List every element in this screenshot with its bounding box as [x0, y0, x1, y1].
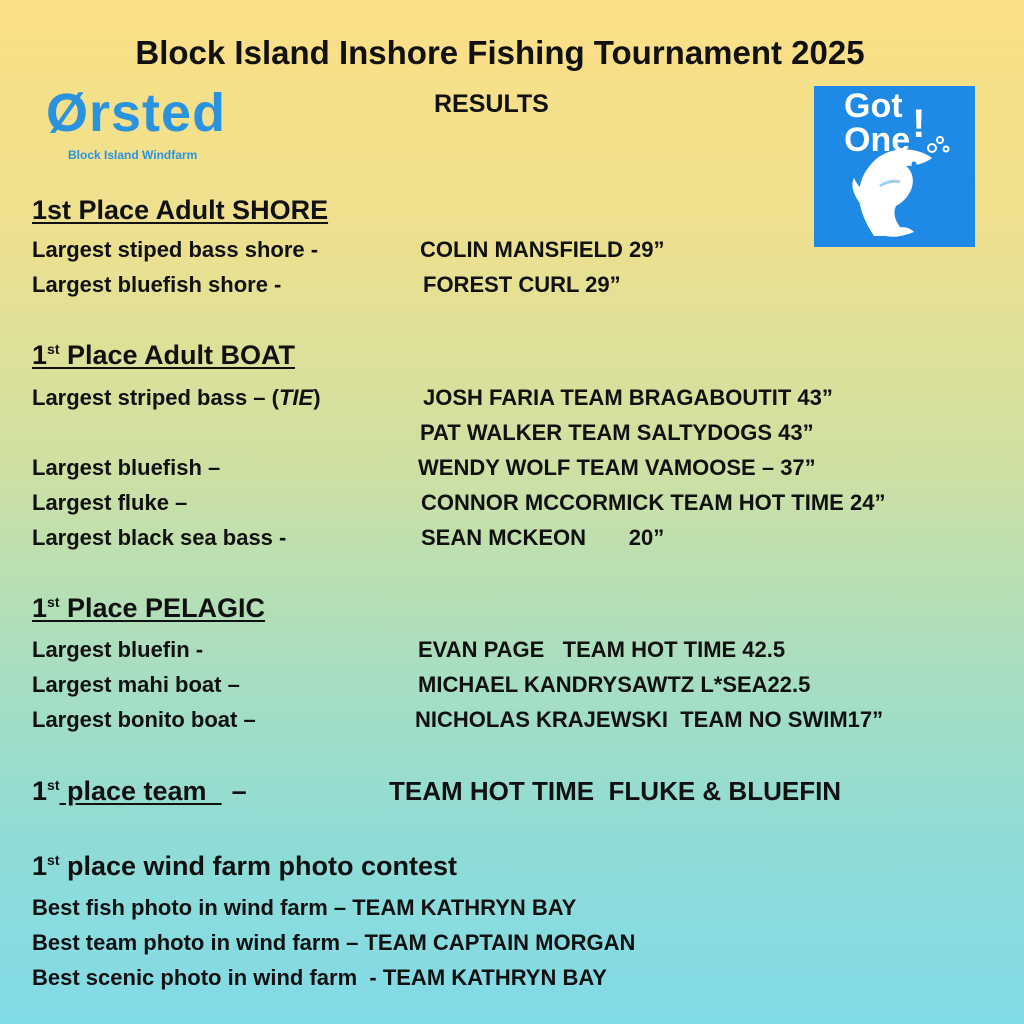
shore-row-1-value: COLIN MANSFIELD 29”	[420, 237, 665, 262]
pelagic-heading-text: Place PELAGIC	[59, 593, 266, 623]
boat-row-3-value: SEAN MCKEON 20”	[421, 525, 665, 550]
page-title: Block Island Inshore Fishing Tournament 2025	[135, 34, 865, 71]
pelagic-heading-sup: st	[47, 594, 60, 610]
boat-row-1-value: WENDY WOLF TEAM VAMOOSE – 37”	[418, 455, 816, 480]
pelagic-row-2-label: Largest mahi boat –	[32, 672, 240, 697]
orsted-logo-tagline: Block Island Windfarm	[68, 148, 198, 162]
team-heading-dash: –	[231, 776, 247, 806]
photo-row-1: Best fish photo in wind farm – TEAM KATHRYN BAY	[32, 895, 577, 920]
boat-row-1-label: Largest bluefish –	[32, 455, 221, 480]
boat-heading-sup: st	[47, 341, 60, 357]
pelagic-row-1-value: EVAN PAGE TEAM HOT TIME 42.5	[418, 637, 786, 662]
gotone-exclaim: !	[912, 102, 926, 146]
boat-heading-num: 1	[32, 340, 48, 370]
gotone-line-1: Got	[844, 87, 903, 125]
boat-row-3-label: Largest black sea bass -	[32, 525, 287, 550]
photo-row-2: Best team photo in wind farm – TEAM CAPTAIN MORGAN	[32, 930, 636, 955]
pelagic-row-2-value: MICHAEL KANDRYSAWTZ L*SEA22.5	[418, 672, 811, 697]
team-heading-sup: st	[47, 777, 60, 793]
photo-row-3: Best scenic photo in wind farm - TEAM KATHRYN BAY	[32, 965, 607, 990]
shore-row-1-label: Largest stiped bass shore -	[32, 237, 319, 262]
boat-heading-text: Place Adult BOAT	[59, 340, 296, 370]
photo-heading-sup: st	[47, 852, 60, 868]
pelagic-heading-num: 1	[32, 593, 48, 623]
boat-tie-label-pre: Largest striped bass – (	[32, 385, 279, 410]
boat-tie-label-post: )	[313, 385, 321, 410]
team-value: TEAM HOT TIME FLUKE & BLUEFIN	[389, 776, 842, 806]
boat-tie-label-ital: TIE	[278, 385, 314, 410]
photo-heading	[32, 851, 457, 882]
photo-heading-num: 1	[32, 851, 48, 881]
pelagic-row-3-label: Largest bonito boat –	[32, 707, 256, 732]
gotone-logo	[814, 86, 975, 247]
team-heading-num: 1	[32, 776, 48, 806]
orsted-logo-icon: Ørsted	[46, 83, 227, 143]
shore-row-2-label: Largest bluefish shore -	[32, 272, 282, 297]
pelagic-heading	[32, 593, 265, 624]
shore-row-2-value: FOREST CURL 29”	[423, 272, 621, 297]
shore-heading: 1st Place Adult SHORE	[32, 195, 329, 225]
gotone-logo-text	[844, 87, 954, 159]
photo-heading-text: place wind farm photo contest	[59, 851, 458, 881]
team-heading-text: place team	[59, 776, 222, 806]
pelagic-row-3-value: NICHOLAS KRAJEWSKI TEAM NO SWIM17”	[415, 707, 884, 732]
boat-heading	[32, 340, 295, 371]
boat-tie-value-1: JOSH FARIA TEAM BRAGABOUTIT 43”	[423, 385, 833, 410]
boat-row-2-label: Largest fluke –	[32, 490, 188, 515]
boat-tie-value-2: PAT WALKER TEAM SALTYDOGS 43”	[420, 420, 814, 445]
page-subtitle: RESULTS	[434, 90, 549, 118]
orsted-logo	[46, 83, 256, 168]
pelagic-row-1-label: Largest bluefin -	[32, 637, 204, 662]
boat-tie-label	[32, 385, 321, 411]
boat-row-2-value: CONNOR MCCORMICK TEAM HOT TIME 24”	[421, 490, 886, 515]
team-heading	[32, 776, 247, 807]
gotone-line-2-word: One	[844, 121, 911, 159]
